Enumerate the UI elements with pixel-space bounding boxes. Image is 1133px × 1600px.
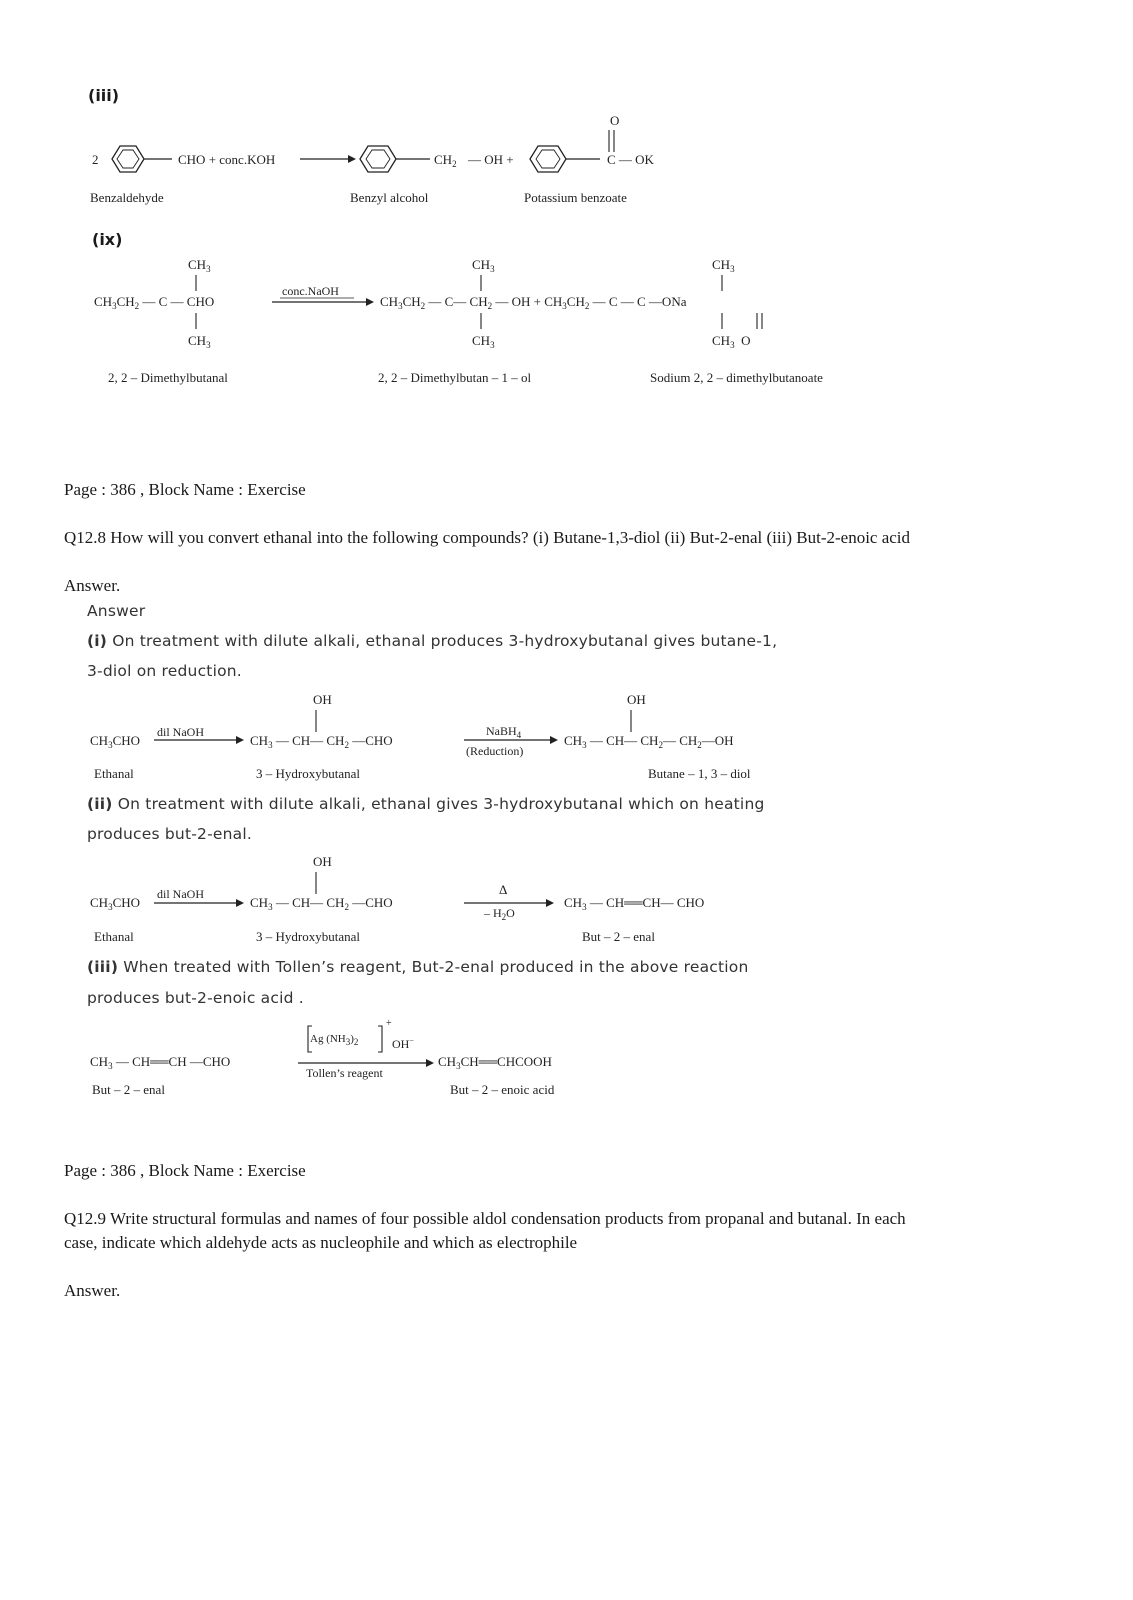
oh-label: OH (627, 692, 646, 707)
butanediol-chain: $CH_3$ — CH— $CH_2—$ $CH_2—OH$ (564, 733, 734, 750)
silver-ammonia-complex: Ag $(NH_3)_2$ (310, 1033, 359, 1047)
name-butane-1-3-diol: Butane – 1, 3 – diol (648, 766, 751, 781)
name-dimethylbutanal: 2, 2 – Dimethylbutanal (108, 370, 228, 385)
part-ii-line2: produces but-2-enal. (87, 825, 252, 843)
minus-h2o-label: – $H_2O$ (484, 906, 515, 922)
benzyl-oh: — OH + (468, 152, 514, 167)
name-sodium-dimethylbutanoate: Sodium 2, 2 – dimethylbutanoate (650, 370, 823, 385)
reactant-cho-kok: CHO + conc.KOH (178, 152, 276, 167)
name-ethanal: Ethanal (94, 766, 134, 781)
charge-plus: + (386, 1018, 392, 1029)
part-ii-line1: (ii) On treatment with dilute alkali, ethanal gives 3-hydroxybutanal which on heating (87, 795, 765, 813)
name-but-2-enal: But – 2 – enal (92, 1082, 165, 1097)
butenoic-acid-chain: $CH_3CH══CHCOOH$ (438, 1054, 552, 1071)
oh-label: OH (313, 692, 332, 707)
reagent-conc-naoh: conc.NaOH (282, 284, 339, 298)
answer-label: Answer. (64, 576, 121, 595)
benzene-ring-icon (112, 146, 144, 172)
ch3-bottom-o: $CH_3$ O (712, 333, 751, 350)
question-12-9-line2: case, indicate which aldehyde acts as nucleophile and which as electrophile (64, 1233, 578, 1252)
ch3-top: $CH_3$ (472, 257, 495, 274)
name-but-2-enal: But – 2 – enal (582, 929, 655, 944)
benzoate-c-ok: C — OK (607, 152, 654, 167)
benzyl-ch2: $CH_2$ (434, 152, 457, 169)
tollens-reagent-label: Tollen’s reagent (306, 1066, 383, 1080)
carbonyl-oxygen: O (610, 113, 620, 128)
ch3-top: $CH_3$ (188, 257, 211, 274)
question-12-8: Q12.8 How will you convert ethanal into the following compounds? (i) Butane-1,3-diol (ii) But-2-enal (iii) But-2-enoic acid (64, 528, 911, 547)
scheme-ii-ethanal: $CH_3CHO$ (90, 895, 141, 912)
part-iii-heading: (iii) (88, 86, 120, 105)
part-i-line1: (i) On treatment with dilute alkali, ethanal produces 3-hydroxybutanal gives butane-1, (87, 632, 778, 650)
part-iii-line2: produces but-2-enoic acid . (87, 989, 304, 1007)
name-potassium-benzoate: Potassium benzoate (524, 190, 627, 205)
part-ix-heading: (ix) (92, 230, 123, 249)
name-3-hydroxybutanal: 3 – Hydroxybutanal (256, 766, 360, 781)
reduction-label: (Reduction) (466, 744, 524, 758)
scheme-i-chain: $CH_3CHO$ (90, 733, 141, 750)
butenal-chain: $CH_3$ — CH══CH— CHO (564, 895, 705, 912)
oh-label: OH (313, 854, 332, 869)
dil-naoh-label: dil NaOH (157, 887, 204, 901)
hydroxybutanal-chain: $CH_3$ — CH— $CH_2$ —CHO (250, 733, 393, 750)
name-dimethylbutanol: 2, 2 – Dimethylbutan – 1 – ol (378, 370, 532, 385)
part-iii-line1: (iii) When treated with Tollen’s reagent, But-2-enal produced in the above reaction (87, 958, 749, 976)
reactant-chain: $CH_3CH_2$ — C — CHO (94, 294, 215, 311)
delta-icon: Δ (499, 882, 508, 897)
part-i-line2: 3-diol on reduction. (87, 662, 242, 680)
page-reference: Page : 386 , Block Name : Exercise (64, 480, 306, 499)
benzene-ring-icon (360, 146, 396, 172)
butenal-chain: $CH_3$ — CH══CH —CHO (90, 1054, 231, 1071)
name-benzyl-alcohol: Benzyl alcohol (350, 190, 429, 205)
page-reference: Page : 386 , Block Name : Exercise (64, 1161, 306, 1180)
benzene-ring-icon (530, 146, 566, 172)
answer-heading: Answer (87, 602, 146, 620)
ch3-bottom: $CH_3$ (188, 333, 211, 350)
name-3-hydroxybutanal: 3 – Hydroxybutanal (256, 929, 360, 944)
ch3-bottom: $CH_3$ (472, 333, 495, 350)
ch3-top: $CH_3$ (712, 257, 735, 274)
nabh4-label: NaBH$_4$ (486, 724, 522, 740)
name-ethanal: Ethanal (94, 929, 134, 944)
coefficient-2: 2 (92, 152, 99, 167)
name-benzaldehyde: Benzaldehyde (90, 190, 164, 205)
name-but-2-enoic-acid: But – 2 – enoic acid (450, 1082, 555, 1097)
answer-label: Answer. (64, 1281, 121, 1300)
hydroxybutanal-chain: $CH_3$ — CH— $CH_2$ —CHO (250, 895, 393, 912)
question-12-9-line1: Q12.9 Write structural formulas and names of four possible aldol condensation products from propanal and butanal. In each (64, 1209, 906, 1228)
dil-naoh-label: dil NaOH (157, 725, 204, 739)
hydroxide-ion: OH− (392, 1036, 414, 1051)
product1-chain: $CH_3CH_2$ — C— $CH_2$ — OH + $CH_3CH_2$ — C — C —ONa (380, 294, 687, 311)
